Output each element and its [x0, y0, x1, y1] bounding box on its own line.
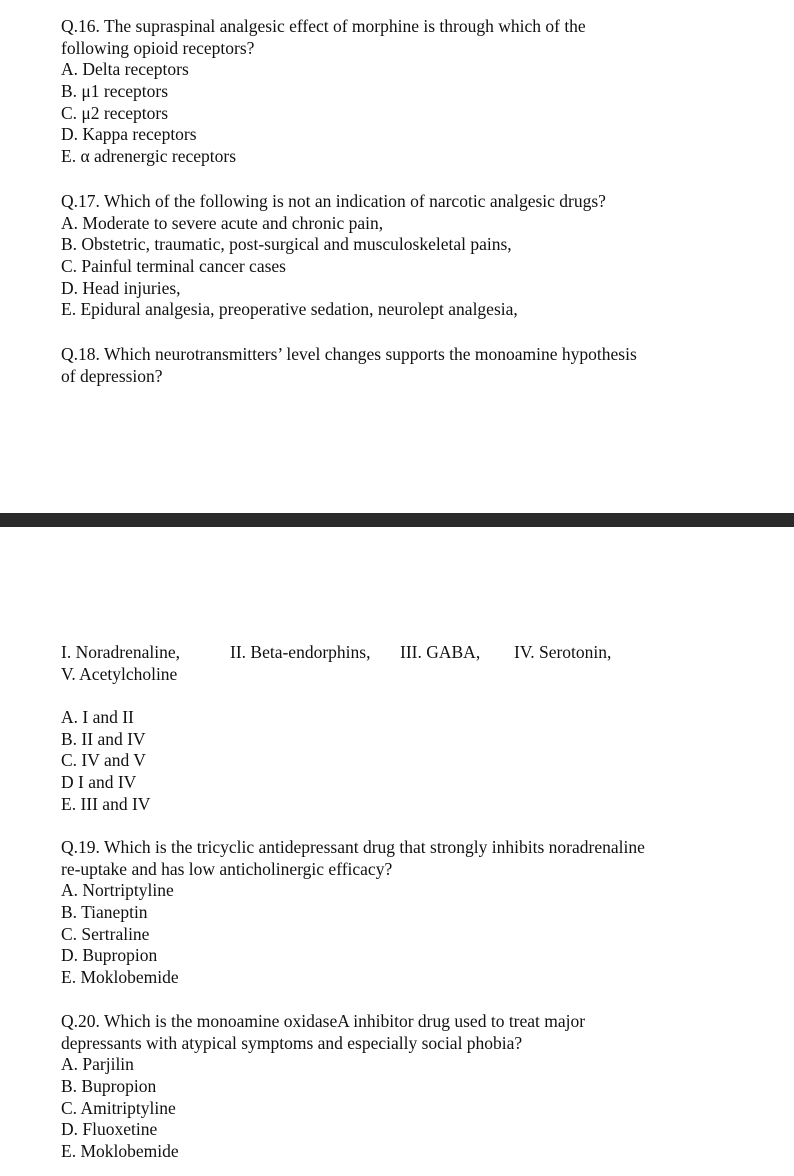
- question-17-option-d: D. Head injuries,: [61, 277, 181, 298]
- question-19-option-e: E. Moklobemide: [61, 967, 179, 988]
- page-divider: [0, 513, 794, 527]
- question-19-option-b: B. Tianeptin: [61, 902, 148, 923]
- question-20-option-a: A. Parjilin: [61, 1054, 134, 1075]
- question-20-option-c: C. Amitriptyline: [61, 1097, 176, 1118]
- question-17-option-e: E. Epidural analgesia, preoperative sedation, neurolept analgesia,: [61, 299, 518, 320]
- question-19-option-a: A. Nortriptyline: [61, 880, 174, 901]
- question-20-option-b: B. Bupropion: [61, 1076, 157, 1097]
- roman-items-row: [61, 642, 741, 664]
- question-17: [61, 191, 741, 321]
- question-16: [61, 16, 741, 168]
- question-16-stem-line-2: following opioid receptors?: [61, 37, 255, 58]
- question-16-stem-line-1: Q.16. The supraspinal analgesic effect of morphine is through which of the: [61, 16, 586, 36]
- question-19: [61, 837, 741, 989]
- question-18-option-c: C. IV and V: [61, 750, 146, 771]
- question-16-option-e: E. α adrenergic receptors: [61, 146, 237, 167]
- question-19-stem-line-1: Q.19. Which is the tricyclic antidepressant drug that strongly inhibits noradrenaline: [61, 837, 645, 857]
- question-20-stem-line-1: Q.20. Which is the monoamine oxidaseA inhibitor drug used to treat major: [61, 1011, 586, 1031]
- question-17-option-a: A. Moderate to severe acute and chronic pain,: [61, 212, 384, 233]
- question-17-option-c: C. Painful terminal cancer cases: [61, 256, 286, 277]
- question-18-stem-line-1: Q.18. Which neurotransmitters’ level changes supports the monoamine hypothesis: [61, 344, 637, 364]
- question-16-option-b: B. μ1 receptors: [61, 81, 169, 102]
- roman-item-3: III. GABA,: [400, 642, 481, 662]
- question-19-option-d: D. Bupropion: [61, 945, 158, 966]
- question-18-options: [61, 707, 741, 815]
- roman-item-2: II. Beta-endorphins,: [230, 642, 371, 662]
- question-16-option-c: C. μ2 receptors: [61, 102, 169, 123]
- question-18-stem: [61, 344, 741, 387]
- question-20-option-d: D. Fluoxetine: [61, 1119, 158, 1140]
- question-19-stem-line-2: re-uptake and has low anticholinergic efficacy?: [61, 858, 393, 879]
- question-17-option-b: B. Obstetric, traumatic, post-surgical and musculoskeletal pains,: [61, 234, 512, 255]
- question-18-option-a: A. I and II: [61, 707, 134, 727]
- roman-item-4: IV. Serotonin,: [514, 642, 612, 662]
- question-18-stem-line-2: of depression?: [61, 365, 163, 386]
- question-16-option-a: A. Delta receptors: [61, 59, 189, 80]
- question-18-option-e: E. III and IV: [61, 793, 151, 814]
- roman-item-5: V. Acetylcholine: [61, 663, 178, 684]
- question-19-option-c: C. Sertraline: [61, 923, 150, 944]
- question-20: [61, 1011, 741, 1163]
- question-17-stem-line-1: Q.17. Which of the following is not an indication of narcotic analgesic drugs?: [61, 191, 606, 211]
- question-18-roman-items: [61, 642, 741, 685]
- roman-item-1: I. Noradrenaline,: [61, 642, 181, 662]
- question-16-option-d: D. Kappa receptors: [61, 124, 197, 145]
- question-18-option-d: D I and IV: [61, 772, 137, 793]
- question-18-option-b: B. II and IV: [61, 728, 146, 749]
- question-20-stem-line-2: depressants with atypical symptoms and especially social phobia?: [61, 1032, 523, 1053]
- question-20-option-e: E. Moklobemide: [61, 1141, 179, 1162]
